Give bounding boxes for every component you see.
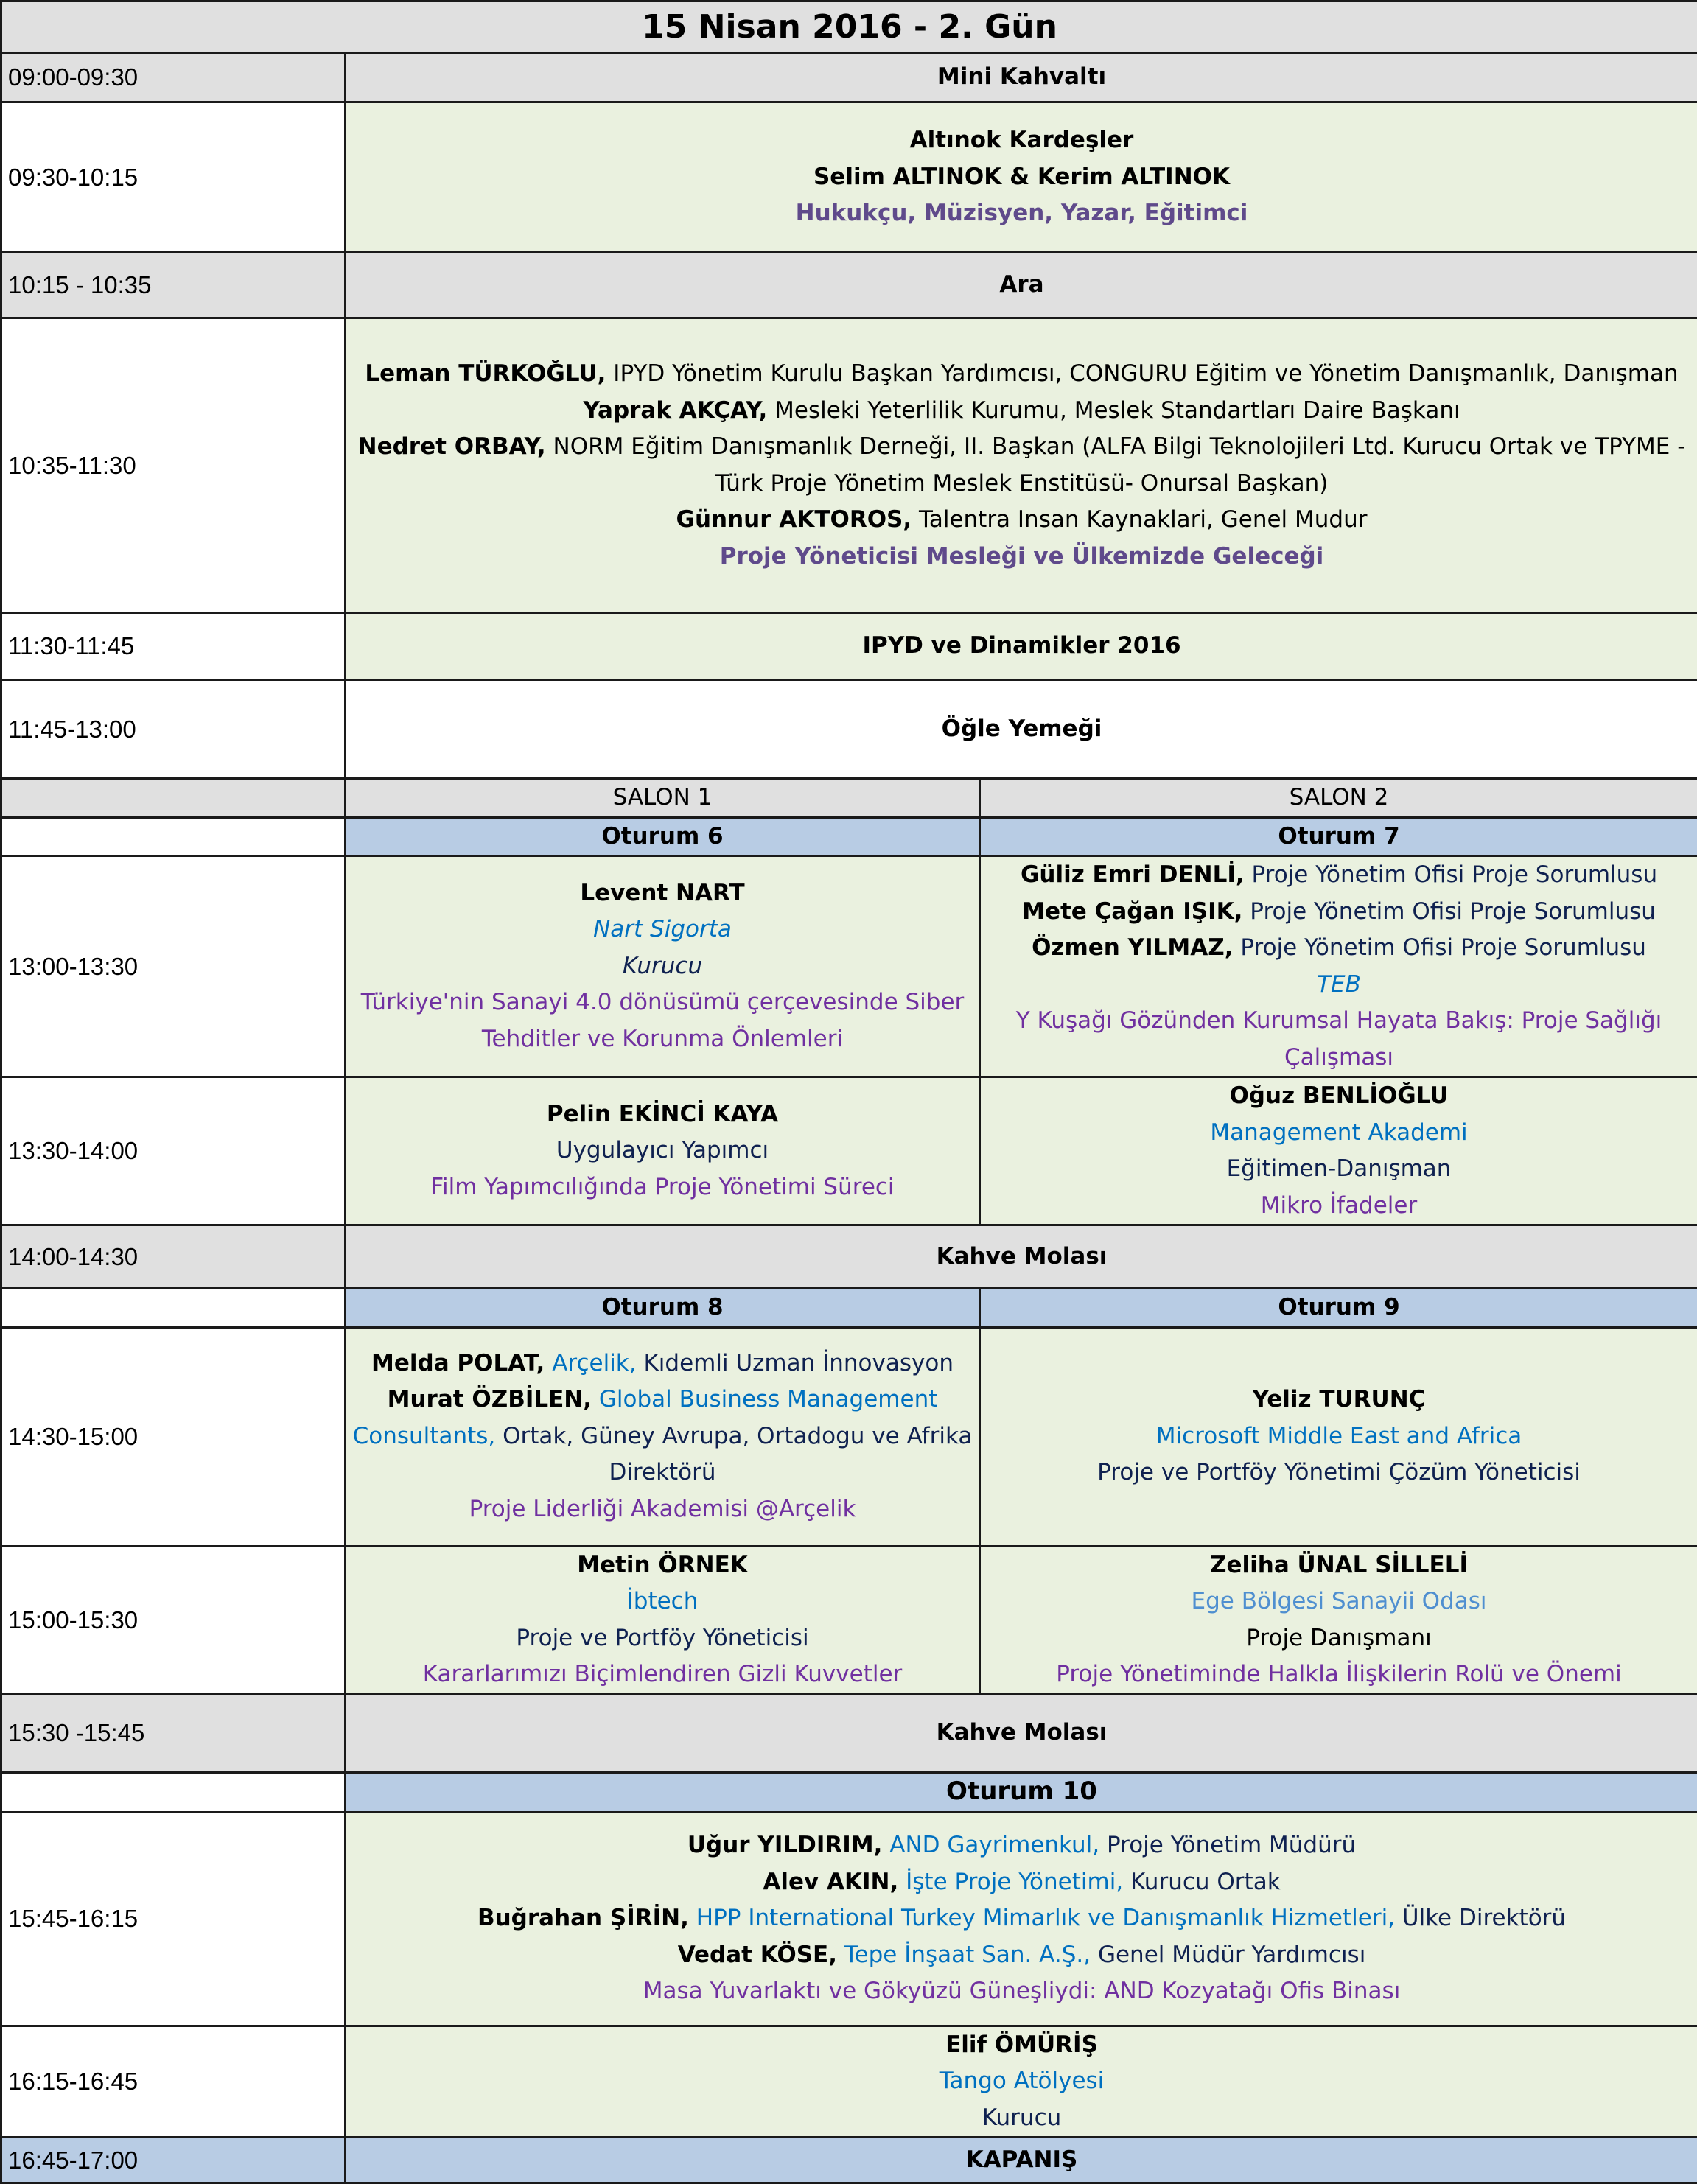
break-label: Ara (346, 253, 1697, 318)
speaker-org: Microsoft Middle East and Africa (981, 1418, 1697, 1455)
speaker (346, 1827, 1697, 1864)
time-cell: 11:45-13:00 (1, 680, 346, 779)
title-row (1, 1, 1697, 53)
speaker-org: AND Gayrimenkul, (882, 1832, 1099, 1858)
talk-topic: Proje Liderliği Akademisi @Arçelik (346, 1491, 979, 1528)
speaker-info: Proje Yönetim Ofisi Proje Sorumlusu (1234, 934, 1646, 961)
row-coffee-2 (1, 1694, 1697, 1772)
speaker-org: Ege Bölgesi Sanayii Odası (981, 1583, 1697, 1620)
speaker-org: Management Akademi (981, 1115, 1697, 1152)
speaker-name: Metin ÖRNEK (346, 1547, 979, 1584)
speaker (346, 1937, 1697, 1974)
talk-cell (346, 1812, 1697, 2026)
talk-cell (346, 1077, 980, 1225)
time-cell: 13:30-14:00 (1, 1077, 346, 1225)
speaker (981, 930, 1697, 967)
speaker-info: Proje Yönetim Ofisi Proje Sorumlusu (1242, 898, 1655, 925)
speaker-info: Kıdemli Uzman İnnovasyon (637, 1350, 954, 1376)
talk-cell (980, 1327, 1697, 1546)
speaker-name: Yeliz TURUNÇ (981, 1382, 1697, 1418)
talk-topic: Film Yapımcılığında Proje Yönetimi Süreci (346, 1169, 979, 1206)
speaker-role: Proje Danışmanı (981, 1620, 1697, 1657)
speaker-name: Levent NART (346, 875, 979, 912)
time-cell: 14:00-14:30 (1, 1225, 346, 1289)
time-cell: 09:00-09:30 (1, 53, 346, 102)
panelist-name: Yaprak AKÇAY, (583, 397, 767, 424)
speaker-name: Pelin EKİNCİ KAYA (346, 1096, 979, 1133)
speaker-name: Vedat KÖSE, (678, 1942, 837, 1968)
coffee-label: Kahve Molası (346, 1225, 1697, 1289)
panelist-info-cont: Türk Proje Yönetim Meslek Enstitüsü- Onursal Başkan) (346, 466, 1697, 503)
talk-topic: Masa Yuvarlaktı ve Gökyüzü Güneşliydi: AND Kozyatağı Ofis Binası (346, 1973, 1697, 2010)
panel-topic: Proje Yöneticisi Mesleği ve Ülkemizde Geleceği (346, 539, 1697, 575)
salon-2-header: SALON 2 (980, 779, 1697, 818)
row-coffee-1 (1, 1225, 1697, 1289)
speaker-names: Selim ALTINOK & Kerim ALTINOK (346, 159, 1697, 196)
panel-cell (346, 318, 1697, 613)
panelist (346, 356, 1697, 393)
speaker-name: Murat ÖZBİLEN, (388, 1386, 592, 1413)
speaker-org-cont: Consultants, (353, 1423, 496, 1449)
session-9-header: Oturum 9 (980, 1289, 1697, 1328)
speaker-org: TEB (981, 967, 1697, 1004)
talk-topic: Mikro İfadeler (981, 1188, 1697, 1225)
row-1500 (1, 1546, 1697, 1694)
speaker-name: Mete Çağan IŞIK, (1022, 898, 1242, 925)
session-10-header: Oturum 10 (346, 1772, 1697, 1812)
speaker-org: Arçelik, (545, 1350, 636, 1376)
talk-topic: Kararlarımızı Biçimlendiren Gizli Kuvvetler (346, 1656, 979, 1693)
panelist (346, 502, 1697, 539)
panelist-info: Mesleki Yeterlilik Kurumu, Meslek Standartları Daire Başkanı (767, 397, 1460, 424)
time-cell: 13:00-13:30 (1, 856, 346, 1077)
speaker (346, 1382, 979, 1418)
speaker-org: Nart Sigorta (346, 911, 979, 948)
breakfast-label: Mini Kahvaltı (346, 53, 1697, 102)
panelist-info: NORM Eğitim Danışmanlık Derneği, II. Başkan (ALFA Bilgi Teknolojileri Ltd. Kurucu Ortak ve TPYME - (546, 433, 1686, 460)
time-cell: 10:35-11:30 (1, 318, 346, 613)
panelist-name: Günnur AKTOROS, (676, 506, 912, 533)
talk-topic-cont: Tehditler ve Korunma Önlemleri (346, 1021, 979, 1058)
talk-cell (346, 1327, 980, 1546)
talk-cell (980, 1546, 1697, 1694)
talk-cell (980, 856, 1697, 1077)
speaker-name: Elif ÖMÜRİŞ (346, 2027, 1697, 2064)
lunch-label: Öğle Yemeği (346, 680, 1697, 779)
row-breakfast (1, 53, 1697, 102)
speaker-name: Zeliha ÜNAL SİLLELİ (981, 1547, 1697, 1584)
time-cell: 15:30 -15:45 (1, 1694, 346, 1772)
talk-cell (346, 856, 980, 1077)
row-session-10 (1, 1772, 1697, 1812)
speaker-role: Eğitimen-Danışman (981, 1151, 1697, 1188)
speaker-cont (346, 1418, 979, 1455)
row-1430 (1, 1327, 1697, 1546)
time-cell: 15:45-16:15 (1, 1812, 346, 2026)
empty-cell (1, 1772, 346, 1812)
speaker-role: Uygulayıcı Yapımcı (346, 1133, 979, 1169)
session-6-header: Oturum 6 (346, 817, 980, 856)
empty-cell (1, 779, 346, 818)
altinok-cell (346, 102, 1697, 253)
speaker-info: Kurucu Ortak (1123, 1869, 1280, 1895)
panelist-info: IPYD Yönetim Kurulu Başkan Yardımcısı, CONGURU Eğitim ve Yönetim Danışmanlık, Danışman (606, 360, 1678, 387)
speaker-org: HPP International Turkey Mimarlık ve Danışmanlık Hizmetleri, (689, 1905, 1395, 1931)
time-cell: 11:30-11:45 (1, 613, 346, 680)
speaker (346, 1864, 1697, 1901)
speaker-name: Güliz Emri DENLİ, (1021, 861, 1245, 888)
speaker-role: Kurucu (346, 948, 979, 985)
row-1330 (1, 1077, 1697, 1225)
closing-label: KAPANIŞ (346, 2138, 1697, 2183)
talk-cell (346, 2026, 1697, 2138)
talk-topic: Proje Yönetiminde Halkla İlişkilerin Rolü ve Önemi (981, 1656, 1697, 1693)
speaker-name: Oğuz BENLİOĞLU (981, 1078, 1697, 1115)
time-cell: 16:15-16:45 (1, 2026, 346, 2138)
speaker-group: Altınok Kardeşler (346, 122, 1697, 159)
speaker-role: Kurucu (346, 2100, 1697, 2137)
time-cell: 10:15 - 10:35 (1, 253, 346, 318)
speaker-info-cont: Direktörü (346, 1455, 979, 1491)
talk-topic-cont: Çalışması (981, 1040, 1697, 1077)
speaker-org: Tango Atölyesi (346, 2063, 1697, 2100)
talk-topic: Y Kuşağı Gözünden Kurumsal Hayata Bakış: Proje Sağlığı (981, 1003, 1697, 1040)
row-panel (1, 318, 1697, 613)
speaker-info: Proje Yönetim Ofisi Proje Sorumlusu (1245, 861, 1657, 888)
row-ipyd (1, 613, 1697, 680)
talk-cell (346, 1546, 980, 1694)
row-closing (1, 2138, 1697, 2183)
panelist-info: Talentra Insan Kaynaklari, Genel Mudur (912, 506, 1367, 533)
salon-1-header: SALON 1 (346, 779, 980, 818)
time-cell: 14:30-15:00 (1, 1327, 346, 1546)
speaker (981, 894, 1697, 931)
speaker-name: Uğur YILDIRIM, (687, 1832, 883, 1858)
speaker (346, 1900, 1697, 1937)
ipyd-label: IPYD ve Dinamikler 2016 (346, 613, 1697, 680)
speaker-name: Buğrahan ŞİRİN, (477, 1905, 689, 1931)
row-session-6-7 (1, 817, 1697, 856)
empty-cell (1, 817, 346, 856)
empty-cell (1, 1289, 346, 1328)
coffee-label: Kahve Molası (346, 1694, 1697, 1772)
panelist-name: Leman TÜRKOĞLU, (365, 360, 606, 387)
speaker-role: Proje ve Portföy Yönetimi Çözüm Yöneticisi (981, 1455, 1697, 1491)
session-7-header: Oturum 7 (980, 817, 1697, 856)
row-1615 (1, 2026, 1697, 2138)
row-salons (1, 779, 1697, 818)
panelist (346, 429, 1697, 466)
speaker-name: Alev AKIN, (763, 1869, 898, 1895)
row-1545 (1, 1812, 1697, 2026)
row-lunch (1, 680, 1697, 779)
page-title: 15 Nisan 2016 - 2. Gün (1, 1, 1697, 53)
talk-topic: Türkiye'nin Sanayi 4.0 dönüsümü çerçevesinde Siber (346, 984, 979, 1021)
time-cell: 09:30-10:15 (1, 102, 346, 253)
speaker-org: Tepe İnşaat San. A.Ş., (837, 1942, 1091, 1968)
speaker-role: Proje ve Portföy Yöneticisi (346, 1620, 979, 1657)
speaker (981, 857, 1697, 894)
panelist-name: Nedret ORBAY, (358, 433, 546, 460)
speaker-name: Özmen YILMAZ, (1032, 934, 1233, 961)
talk-cell (980, 1077, 1697, 1225)
session-8-header: Oturum 8 (346, 1289, 980, 1328)
speaker-info: Ülke Direktörü (1395, 1905, 1566, 1931)
row-session-8-9 (1, 1289, 1697, 1328)
time-cell: 15:00-15:30 (1, 1546, 346, 1694)
time-cell: 16:45-17:00 (1, 2138, 346, 2183)
speaker-org: Global Business Management (592, 1386, 937, 1413)
speaker-name: Melda POLAT, (371, 1350, 545, 1376)
panelist (346, 393, 1697, 430)
speaker-info: Genel Müdür Yardımcısı (1091, 1942, 1365, 1968)
speaker-titles: Hukukçu, Müzisyen, Yazar, Eğitimci (346, 195, 1697, 232)
row-altinok (1, 102, 1697, 253)
speaker-org: İşte Proje Yönetimi, (898, 1869, 1123, 1895)
row-break (1, 253, 1697, 318)
speaker-info: Ortak, Güney Avrupa, Ortadogu ve Afrika (495, 1423, 972, 1449)
row-1300 (1, 856, 1697, 1077)
speaker-info: Proje Yönetim Müdürü (1099, 1832, 1356, 1858)
speaker-org: İbtech (346, 1583, 979, 1620)
speaker (346, 1345, 979, 1382)
